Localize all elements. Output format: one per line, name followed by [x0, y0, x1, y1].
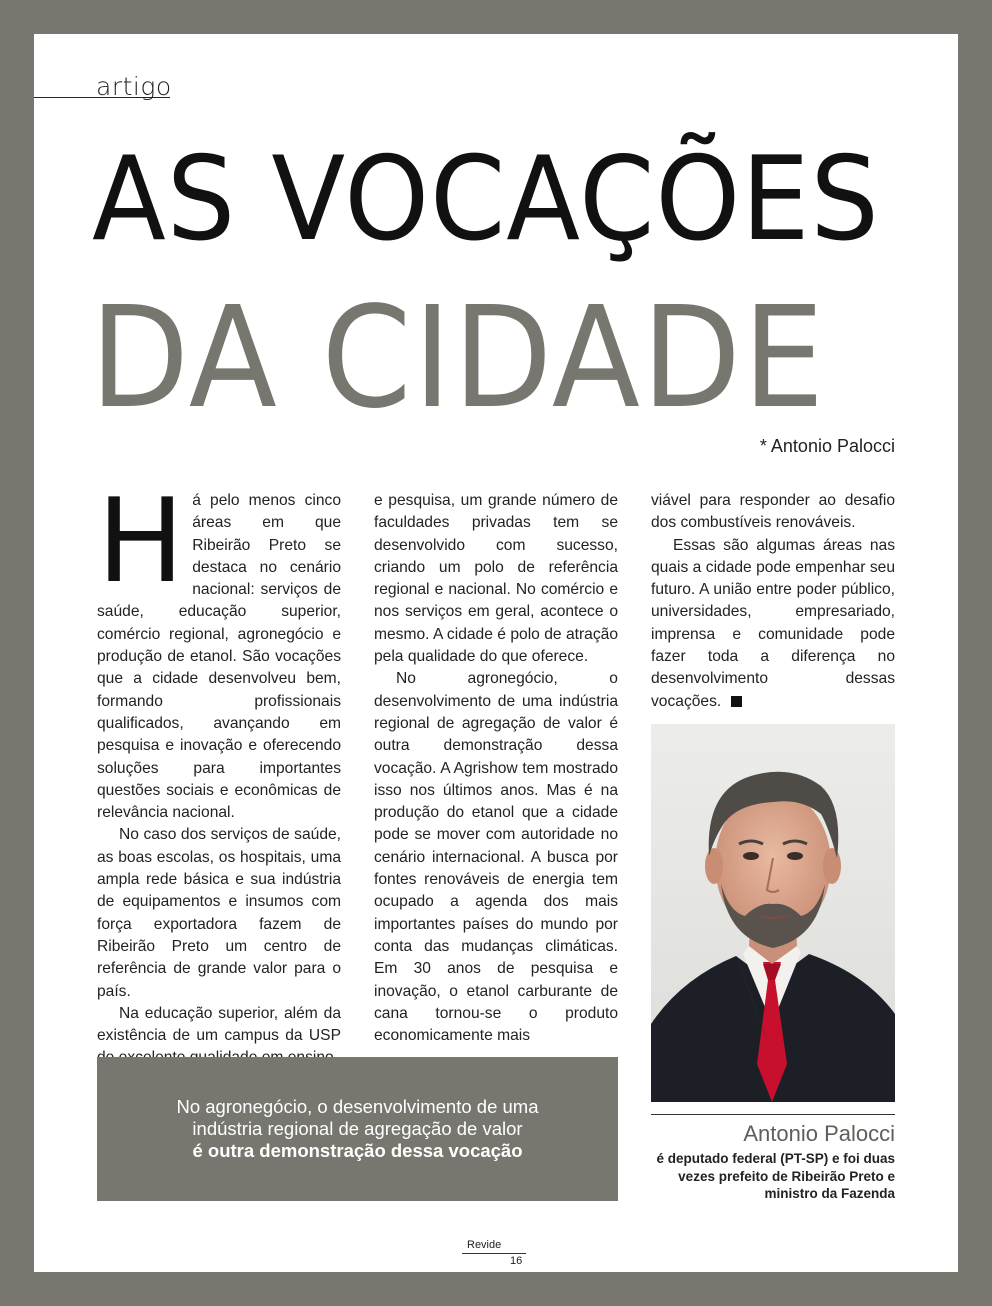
magazine-page	[34, 34, 958, 1272]
pull-quote-line: indústria regional de agregação de valor	[192, 1118, 523, 1139]
paragraph: No caso dos serviços de saúde, as boas escolas, os hospitais, uma ampla rede básica e sua indústria de equipamentos e insumos com força exportadora fazem de Ribeirão Preto um centro de referência de grande valor para o país.	[97, 826, 341, 1000]
author-name: Antonio Palocci	[743, 1121, 895, 1146]
author-bio: é deputado federal (PT-SP) e foi duas vezes prefeito de Ribeirão Preto e ministro da Fazenda	[656, 1151, 895, 1201]
paragraph: Na educação superior, além da existência de um campus da USP	[97, 1004, 341, 1045]
drop-cap: H	[97, 474, 185, 609]
section-label: artigo	[96, 72, 172, 101]
paragraph: e pesquisa, um grande número de faculdades privadas tem se desenvolvido com sucesso, criando um polo de referência regional e nacional. No comércio e nos serviços em geral, acontece o mesmo. A cidade é polo de atração pela qualidade do que oferece.	[374, 492, 618, 666]
article-column-1	[97, 474, 341, 1070]
pull-quote	[97, 1057, 618, 1201]
paragraph: viável para responder ao desafio dos combustíveis renováveis.	[651, 492, 895, 532]
title-line-1: AS VOCAÇÕES	[92, 132, 880, 267]
paragraph-text: Essas são algumas áreas nas quais a cidade pode empenhar seu futuro. A união entre poder público, universidades, empresariado, imprensa e comunidade pode fazer toda a diferença no desenvolvimento dessas vocações.	[651, 536, 895, 710]
photo-caption-rule	[651, 1114, 895, 1115]
paragraph: á pelo menos cinco áreas em que Ribeirão Preto se destaca no cenário nacional: serviços de saúde, educação superior, comércio regional, agronegócio e produção de etanol. São vocações que a cidade desenvolveu bem, formando profissionais qualificados, avançando em pesquisa e inovação e oferecendo soluções para importantes questões sociais e econômicas de relevância nacional.	[97, 492, 341, 822]
footer-magazine-name: Revide	[467, 1239, 502, 1251]
pull-quote-line: No agronegócio, o desenvolvimento de uma	[176, 1096, 539, 1117]
footer-rule	[462, 1253, 526, 1254]
paragraph	[651, 535, 895, 713]
end-mark-icon	[731, 696, 742, 707]
page-number: 16	[510, 1255, 523, 1267]
title-line-2: DA CIDADE	[90, 277, 827, 440]
article-column-2	[374, 490, 618, 1047]
pull-quote-line-bold: é outra demonstração dessa vocação	[192, 1140, 523, 1161]
byline: * Antonio Palocci	[759, 436, 895, 456]
author-portrait-icon	[651, 724, 895, 1102]
paragraph: No agronegócio, o desenvolvimento de uma indústria regional de agregação de valor é outra demonstração dessa vocação. A Agrishow tem mostrado isso nos últimos anos. Mas é na produção do etanol que a cidade pode se mover com autoridade no cenário internacional. A busca por fontes renováveis de energia tem ocupado a agenda dos mais importantes países do mundo por conta das mudanças climáticas. Em 30 anos de pesquisa e inovação, o etanol carburante de cana tornou-se o produto economicamente mais	[374, 670, 618, 1045]
article-column-3	[651, 490, 895, 713]
